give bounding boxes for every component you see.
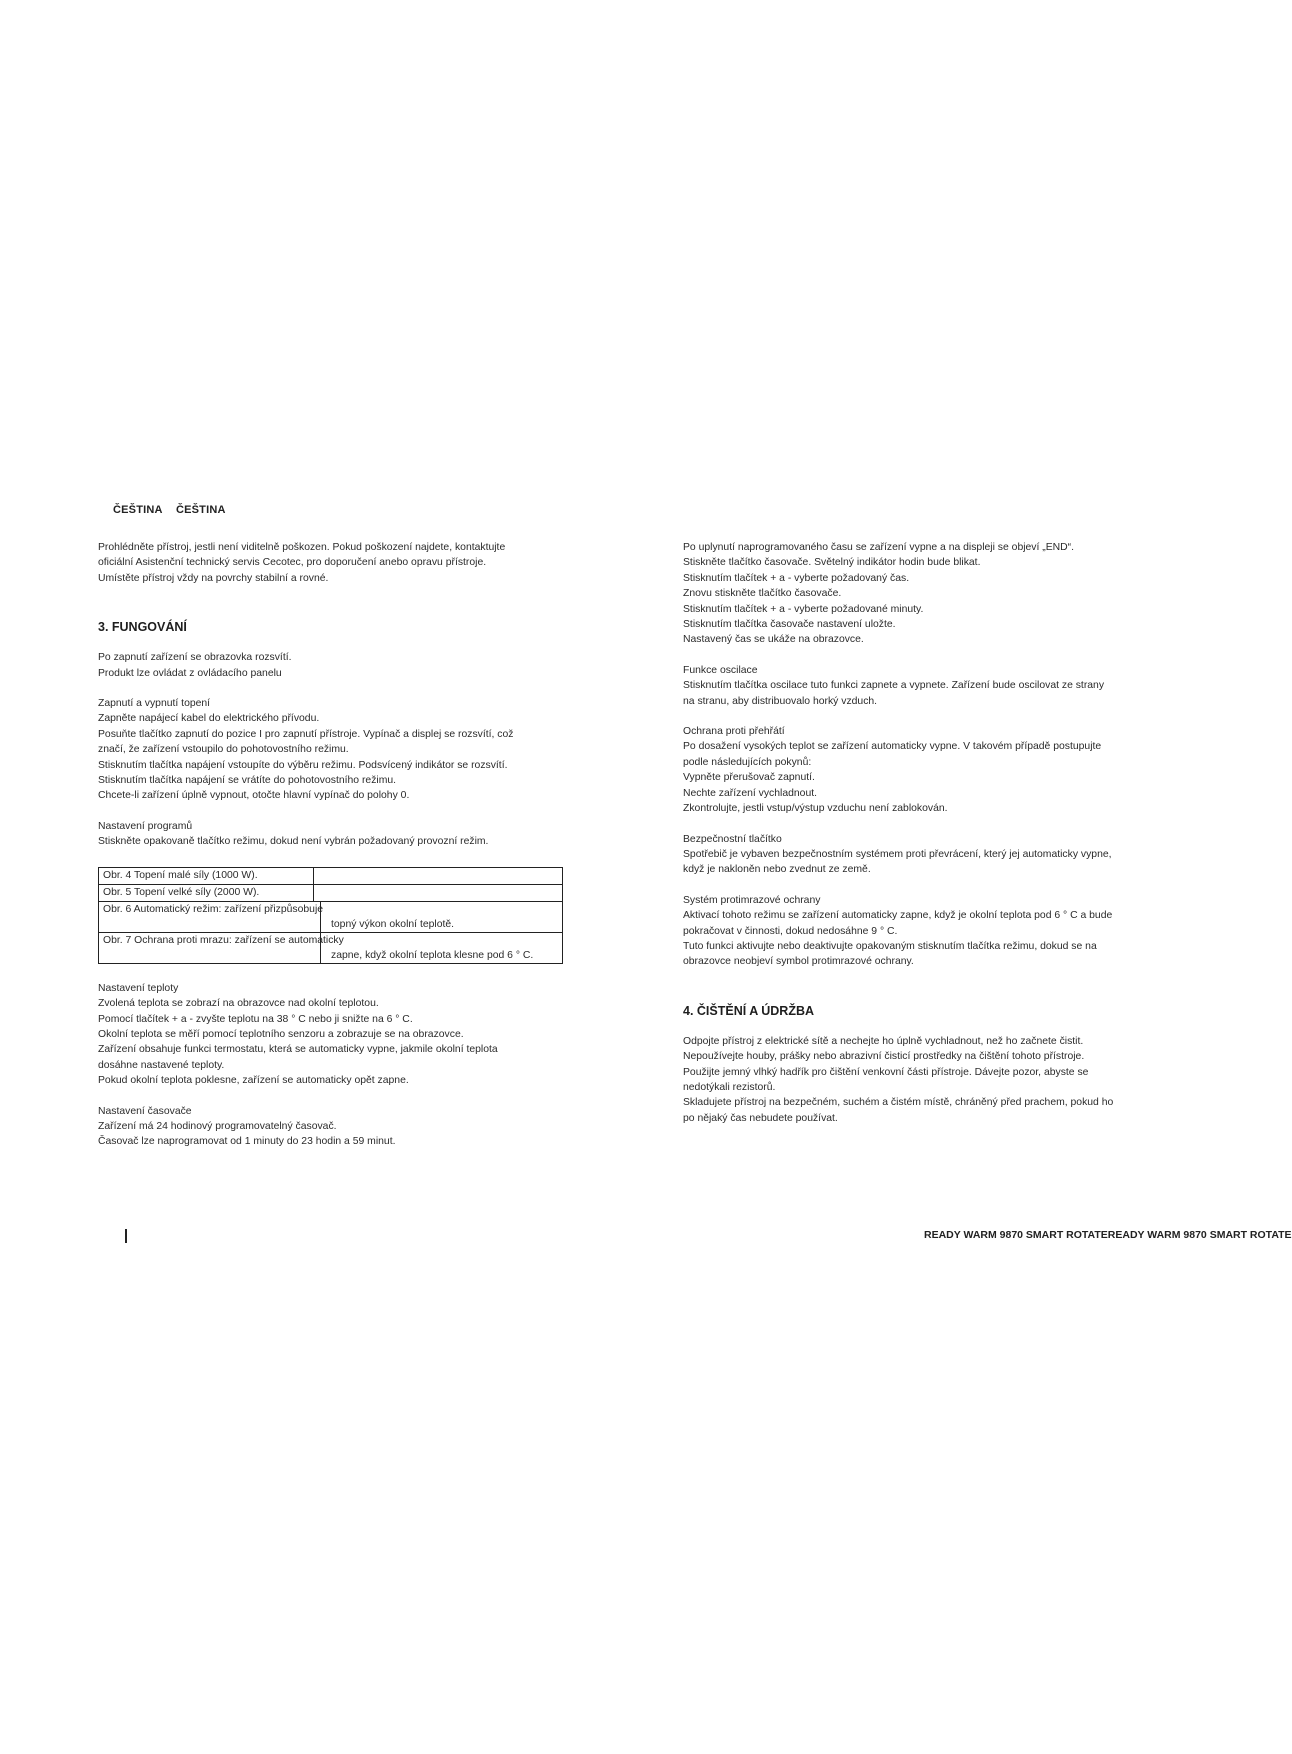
- text-line: Stisknutím tlačítka napájení se vrátíte do pohotovostního režimu.: [98, 775, 397, 787]
- subheading: Ochrana proti přehřátí: [683, 726, 785, 738]
- text-line: zapne, když okolní teplota klesne pod 6 ° C.: [331, 949, 534, 961]
- right-column: [683, 540, 1153, 1126]
- text-line: obrazovce neobjeví symbol protimrazové ochrany.: [683, 956, 914, 968]
- section-3-title: 3. FUNGOVÁNÍ: [98, 620, 187, 635]
- subheading: Zapnutí a vypnutí topení: [98, 698, 211, 710]
- text-line: Okolní teplota se měří pomocí teplotního senzoru a zobrazuje se na obrazovce.: [98, 1028, 464, 1040]
- text-line: Umístěte přístroj vždy na povrchy stabilní a rovné.: [98, 572, 329, 584]
- text-line: Produkt lze ovládat z ovládacího panelu: [98, 667, 282, 679]
- text-line: Pokud okolní teplota poklesne, zařízení se automaticky opět zapne.: [98, 1075, 409, 1087]
- text-line: Nechte zařízení vychladnout.: [683, 787, 817, 799]
- text-line: Stisknutím tlačítka časovače nastavení uložte.: [683, 619, 896, 631]
- table-row: [99, 932, 563, 963]
- overheat-paragraph: [683, 724, 1153, 816]
- text-line: Vypněte přerušovač zapnutí.: [683, 772, 815, 784]
- program-paragraph: [98, 819, 568, 850]
- text-line: Znovu stiskněte tlačítko časovače.: [683, 588, 842, 600]
- table-cell: Obr. 4 Topení malé síly (1000 W).: [99, 867, 314, 884]
- text-line: Tuto funkci aktivujte nebo deaktivujte opakovaným stisknutím tlačítka režimu, dokud se na: [683, 940, 1097, 952]
- text-line: když je nakloněn nebo zvednut ze země.: [683, 864, 871, 876]
- text-line: Nepoužívejte houby, prášky nebo abrazivní čisticí prostředky na čištění tohoto přístroje.: [683, 1051, 1085, 1063]
- subheading: Funkce oscilace: [683, 664, 758, 676]
- text-line: Obr. 6 Automatický režim: zařízení přizpůsobuje: [103, 903, 324, 915]
- timer-continued-paragraph: [683, 540, 1153, 648]
- safety-paragraph: [683, 832, 1153, 878]
- text-line: na stranu, aby distribuovalo horký vzduch.: [683, 695, 878, 707]
- text-line: Spotřebič je vybaven bezpečnostním systémem proti převrácení, který jej automaticky vypne,: [683, 848, 1112, 860]
- language-label: ČEŠTINA: [113, 504, 163, 516]
- table-cell: [314, 867, 563, 884]
- page-number-marker: [125, 1229, 127, 1243]
- text-line: Časovač lze naprogramovat od 1 minuty do 23 hodin a 59 minut.: [98, 1136, 396, 1148]
- table-cell: [314, 884, 563, 901]
- oscillation-paragraph: [683, 663, 1153, 709]
- text-line: po nějaký čas nebudete používat.: [683, 1112, 838, 1124]
- text-line: značí, že zařízení vstoupilo do pohotovostního režimu.: [98, 744, 349, 756]
- text-line: Pomocí tlačítek + a - zvyšte teplotu na 38 ° C nebo ji snižte na 6 ° C.: [98, 1013, 413, 1025]
- timer-paragraph: [98, 1104, 568, 1150]
- subheading: Nastavení programů: [98, 820, 193, 832]
- text-line: oficiální Asistenční technický servis Cecotec, pro doporučení anebo opravu přístroje.: [98, 557, 487, 569]
- text-line: Stisknutím tlačítka napájení vstoupíte do výběru režimu. Podsvícený indikátor se rozsvítí.: [98, 759, 508, 771]
- subheading: Nastavení teploty: [98, 982, 179, 994]
- footer-product-name: READY WARM 9870 SMART ROTATEREADY WARM 9870 SMART ROTATE: [924, 1229, 1292, 1241]
- table-cell: [99, 932, 563, 963]
- text-line: Stiskněte opakovaně tlačítko režimu, dokud není vybrán požadovaný provozní režim.: [98, 836, 489, 848]
- text-line: Po zapnutí zařízení se obrazovka rozsvítí.: [98, 652, 292, 664]
- text-line: Prohlédněte přístroj, jestli není viditelně poškozen. Pokud poškození najdete, kontaktujte: [98, 542, 506, 553]
- language-label: ČEŠTINA: [175, 504, 226, 516]
- text-line: dosáhne nastavené teploty.: [98, 1059, 225, 1071]
- text-line: Zařízení obsahuje funkci termostatu, která se automaticky vypne, jakmile okolní teplota: [98, 1044, 498, 1056]
- text-line: Chcete-li zařízení úplně vypnout, otočte hlavní vypínač do polohy 0.: [98, 790, 410, 802]
- text-line: Stiskněte tlačítko časovače. Světelný indikátor hodin bude blikat.: [683, 557, 981, 569]
- text-line: Skladujete přístroj na bezpečném, suchém a čistém místě, chráněný před prachem, pokud ho: [683, 1097, 1114, 1109]
- text-line: Stisknutím tlačítka oscilace tuto funkci zapnete a vypnete. Zařízení bude oscilovat ze strany: [683, 680, 1105, 692]
- cleaning-paragraph: [683, 1034, 1153, 1126]
- section-4-title: 4. ČIŠTĚNÍ A ÚDRŽBA: [683, 1003, 815, 1018]
- text-line: Zvolená teplota se zobrazí na obrazovce nad okolní teplotou.: [98, 998, 379, 1010]
- left-column: [98, 540, 568, 1150]
- table-cell: Obr. 5 Topení velké síly (2000 W).: [99, 884, 314, 901]
- subheading: Bezpečnostní tlačítko: [683, 833, 782, 845]
- temperature-paragraph: [98, 981, 568, 1089]
- text-line: Posuňte tlačítko zapnutí do pozice I pro zapnutí přístroje. Vypínač a displej se rozsvítí, což: [98, 728, 514, 740]
- text-line: Zapněte napájecí kabel do elektrického přívodu.: [98, 713, 320, 725]
- subheading: Systém protimrazové ochrany: [683, 894, 821, 906]
- text-line: topný výkon okolní teplotě.: [331, 918, 455, 930]
- text-line: Po uplynutí naprogramovaného času se zařízení vypne a na displeji se objeví „END“.: [683, 542, 1075, 553]
- subheading: Nastavení časovače: [98, 1105, 192, 1117]
- text-line: Odpojte přístroj z elektrické sítě a nechejte ho úplně vychladnout, než ho začnete čistit.: [683, 1035, 1084, 1047]
- power-intro-paragraph: [98, 650, 568, 681]
- text-line: pokračovat v činnosti, dokud nedosáhne 9 ° C.: [683, 925, 898, 937]
- text-line: nedotýkali rezistorů.: [683, 1081, 776, 1093]
- antifreeze-paragraph: [683, 893, 1153, 970]
- table-row: [99, 901, 563, 932]
- intro-paragraph: [98, 540, 568, 586]
- text-line: podle následujících pokynů:: [683, 756, 812, 768]
- text-line: Obr. 7 Ochrana proti mrazu: zařízení se automaticky: [103, 934, 344, 946]
- table-row: [99, 884, 563, 901]
- program-table: [98, 867, 563, 964]
- table-row: [99, 867, 563, 884]
- text-line: Aktivací tohoto režimu se zařízení automaticky zapne, když je okolní teplota pod 6 ° C a bude: [683, 910, 1113, 922]
- heating-paragraph: [98, 696, 568, 804]
- text-line: Po dosažení vysokých teplot se zařízení automaticky vypne. V takovém případě postupujte: [683, 741, 1102, 753]
- table-cell: [99, 901, 563, 932]
- text-line: Zkontrolujte, jestli vstup/výstup vzduchu není zablokován.: [683, 803, 948, 815]
- language-header: [113, 504, 236, 516]
- text-line: Nastavený čas se ukáže na obrazovce.: [683, 634, 864, 646]
- text-line: Zařízení má 24 hodinový programovatelný časovač.: [98, 1120, 337, 1132]
- text-line: Použijte jemný vlhký hadřík pro čištění venkovní části přístroje. Dávejte pozor, abyste se: [683, 1066, 1089, 1078]
- text-line: Stisknutím tlačítek + a - vyberte požadované minuty.: [683, 603, 924, 615]
- text-line: Stisknutím tlačítek + a - vyberte požadovaný čas.: [683, 572, 910, 584]
